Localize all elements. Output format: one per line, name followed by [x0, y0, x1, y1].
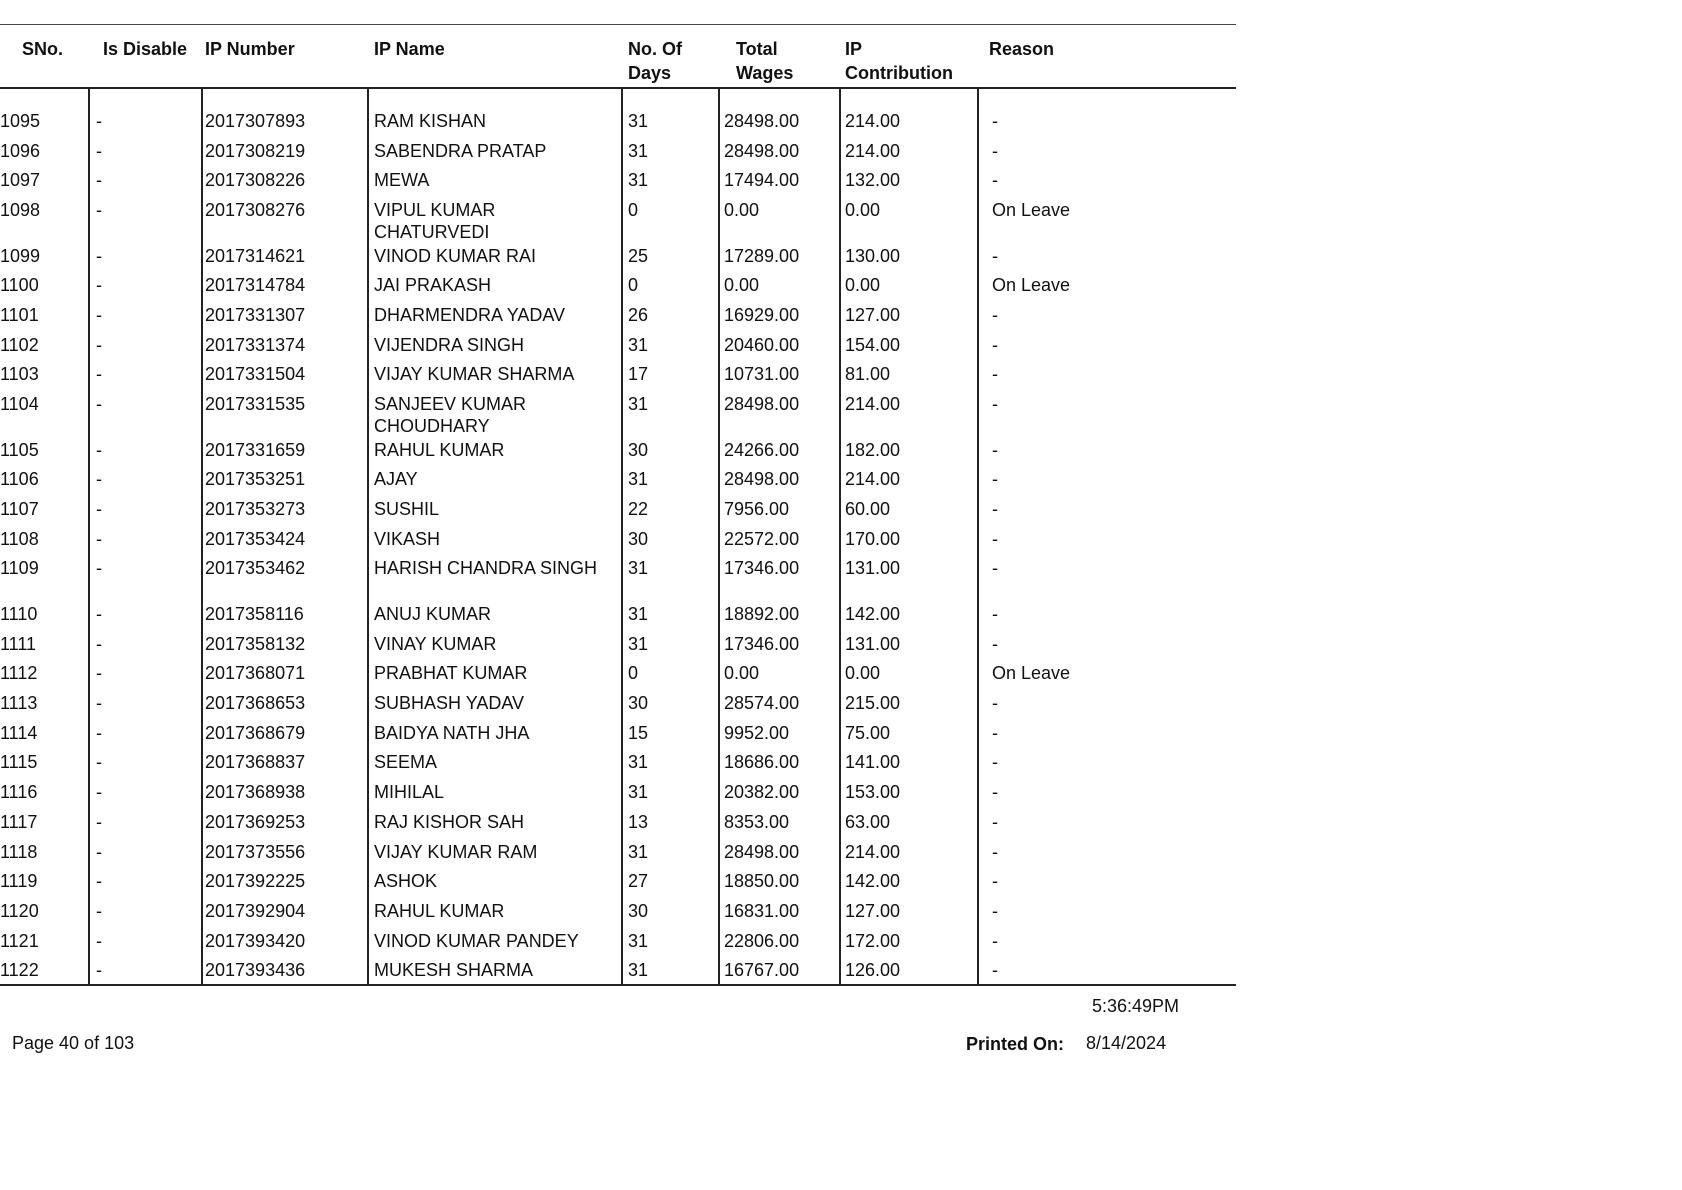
- cell-is-disable: -: [96, 275, 102, 296]
- cell-ip-contribution: 142.00: [845, 603, 901, 624]
- cell-ip-name: VIJAY KUMAR RAM: [374, 841, 538, 862]
- cell-ip-name: RAM KISHAN: [374, 111, 487, 131]
- cell-days: 31: [628, 170, 649, 191]
- col-header-is-disable: Is Disable: [103, 39, 188, 59]
- cell-total-wages: 28498.00: [724, 469, 800, 490]
- cell-is-disable: -: [96, 334, 102, 355]
- cell-reason: -: [992, 811, 998, 832]
- cell-ip-contribution: 142.00: [845, 871, 901, 892]
- cell-sno: 1105: [0, 439, 39, 460]
- cell-reason: -: [992, 558, 998, 579]
- cell-is-disable: -: [96, 305, 102, 325]
- cell-days: 22: [628, 499, 649, 519]
- cell-days: 31: [628, 558, 649, 579]
- cell-ip-number: 2017358116: [205, 603, 304, 624]
- cell-ip-contribution: 132.00: [845, 170, 901, 191]
- cell-is-disable: -: [96, 960, 102, 981]
- cell-days: 13: [628, 811, 649, 832]
- col-header-ip-number: IP Number: [205, 39, 295, 59]
- cell-ip-contribution: 63.00: [845, 811, 891, 832]
- cell-sno: 1120: [0, 900, 39, 921]
- cell-ip-name: PRABHAT KUMAR: [374, 663, 528, 684]
- cell-ip-number: 2017353251: [205, 469, 306, 490]
- cell-days: 15: [628, 722, 649, 743]
- cell-total-wages: 0.00: [724, 275, 760, 296]
- cell-ip-number: 2017308226: [205, 170, 306, 191]
- cell-reason: -: [992, 603, 998, 624]
- cell-total-wages: 0.00: [724, 663, 760, 684]
- cell-reason: -: [992, 752, 998, 773]
- cell-is-disable: -: [96, 364, 102, 385]
- cell-total-wages: 18850.00: [724, 871, 800, 892]
- cell-total-wages: 28498.00: [724, 140, 800, 161]
- cell-ip-number: 2017331307: [205, 305, 306, 325]
- cell-sno: 1096: [0, 140, 41, 161]
- cell-is-disable: -: [96, 439, 102, 460]
- cell-is-disable: -: [96, 528, 102, 549]
- cell-ip-number: 2017392904: [205, 900, 306, 921]
- cell-ip-name: VIJENDRA SINGH: [374, 334, 525, 355]
- cell-reason: -: [992, 394, 998, 415]
- cell-reason: -: [992, 782, 998, 803]
- cell-ip-number: 2017353424: [205, 528, 306, 549]
- cell-total-wages: 16929.00: [724, 305, 800, 325]
- cell-total-wages: 17289.00: [724, 245, 800, 266]
- col-header-wages-line1: Total: [736, 39, 778, 59]
- cell-ip-name: VIKASH: [374, 528, 441, 549]
- cell-total-wages: 10731.00: [724, 364, 800, 385]
- cell-ip-name: MEWA: [374, 170, 430, 191]
- table-body: [0, 89, 1236, 986]
- cell-days: 26: [628, 305, 649, 325]
- cell-sno: 1119: [0, 871, 38, 892]
- cell-ip-contribution: 81.00: [845, 364, 891, 385]
- cell-is-disable: -: [96, 140, 102, 161]
- cell-reason: -: [992, 930, 998, 951]
- cell-days: 30: [628, 528, 649, 549]
- cell-reason: -: [992, 140, 998, 161]
- col-header-reason: Reason: [989, 39, 1055, 59]
- cell-ip-contribution: 214.00: [845, 394, 901, 415]
- cell-total-wages: 28498.00: [724, 841, 800, 862]
- cell-ip-contribution: 214.00: [845, 140, 901, 161]
- cell-ip-contribution: 0.00: [845, 275, 881, 296]
- col-header-wages-line2: Wages: [736, 63, 794, 83]
- cell-ip-contribution: 130.00: [845, 245, 901, 266]
- page-number: Page 40 of 103: [12, 1033, 135, 1053]
- cell-total-wages: 16831.00: [724, 900, 800, 921]
- cell-reason: -: [992, 722, 998, 743]
- cell-ip-number: 2017353273: [205, 499, 306, 519]
- cell-ip-name: SUSHIL: [374, 499, 440, 519]
- cell-days: 31: [628, 960, 649, 981]
- cell-ip-name: VINAY KUMAR: [374, 633, 497, 654]
- cell-sno: 1114: [0, 722, 38, 743]
- cell-reason: On Leave: [992, 200, 1071, 221]
- cell-reason: -: [992, 900, 998, 921]
- cell-ip-name: VINOD KUMAR RAI: [374, 245, 537, 266]
- cell-ip-contribution: 172.00: [845, 930, 901, 951]
- cell-reason: -: [992, 305, 998, 325]
- cell-ip-contribution: 214.00: [845, 841, 901, 862]
- cell-reason: -: [992, 469, 998, 490]
- cell-ip-contribution: 127.00: [845, 900, 901, 921]
- cell-days: 31: [628, 841, 649, 862]
- cell-is-disable: -: [96, 499, 102, 519]
- cell-sno: 1113: [0, 693, 38, 713]
- cell-sno: 1095: [0, 111, 41, 131]
- cell-reason: -: [992, 871, 998, 892]
- column-divider: [839, 89, 841, 984]
- cell-ip-number: 2017393436: [205, 960, 306, 981]
- cell-ip-name: SEEMA: [374, 752, 438, 773]
- col-header-wages: [736, 37, 793, 85]
- cell-sno: 1107: [0, 499, 39, 519]
- col-header-ip-name: IP Name: [374, 39, 445, 59]
- cell-days: 31: [628, 111, 649, 131]
- cell-days: 30: [628, 693, 649, 713]
- cell-days: 31: [628, 782, 649, 803]
- cell-ip-name: BAIDYA NATH JHA: [374, 722, 530, 743]
- cell-ip-number: 2017307893: [205, 111, 306, 131]
- cell-ip-number: 2017314784: [205, 275, 306, 296]
- cell-ip-contribution: 126.00: [845, 960, 901, 981]
- cell-ip-number: 2017331504: [205, 364, 306, 385]
- col-header-contribution-line2: Contribution: [845, 63, 953, 83]
- cell-sno: 1116: [0, 782, 38, 803]
- cell-ip-name: MIHILAL: [374, 782, 445, 803]
- cell-days: 31: [628, 469, 649, 490]
- cell-total-wages: 20382.00: [724, 782, 800, 803]
- cell-reason: -: [992, 334, 998, 355]
- column-divider: [718, 89, 720, 984]
- cell-total-wages: 18686.00: [724, 752, 800, 773]
- cell-ip-contribution: 141.00: [845, 752, 901, 773]
- cell-sno: 1112: [0, 663, 38, 684]
- cell-reason: -: [992, 499, 998, 519]
- cell-sno: 1110: [0, 603, 38, 624]
- cell-sno: 1109: [0, 558, 39, 579]
- cell-ip-contribution: 182.00: [845, 439, 901, 460]
- cell-sno: 1097: [0, 170, 41, 191]
- cell-total-wages: 22572.00: [724, 528, 800, 549]
- cell-is-disable: -: [96, 170, 102, 191]
- cell-reason: -: [992, 693, 998, 713]
- cell-sno: 1108: [0, 528, 39, 549]
- cell-reason: -: [992, 111, 998, 131]
- cell-sno: 1106: [0, 469, 39, 490]
- cell-ip-contribution: 75.00: [845, 722, 891, 743]
- cell-is-disable: -: [96, 633, 102, 654]
- cell-ip-number: 2017369253: [205, 811, 306, 832]
- cell-ip-name: VINOD KUMAR PANDEY: [374, 930, 579, 951]
- cell-sno: 1104: [0, 394, 39, 415]
- cell-ip-name: SABENDRA PRATAP: [374, 140, 547, 161]
- contribution-table: [0, 24, 1236, 986]
- cell-total-wages: 22806.00: [724, 930, 800, 951]
- cell-days: 31: [628, 334, 649, 355]
- cell-is-disable: -: [96, 245, 102, 266]
- cell-total-wages: 17346.00: [724, 558, 800, 579]
- cell-ip-contribution: 215.00: [845, 693, 901, 713]
- cell-days: 30: [628, 439, 649, 460]
- cell-days: 31: [628, 752, 649, 773]
- cell-is-disable: -: [96, 900, 102, 921]
- cell-is-disable: -: [96, 930, 102, 951]
- cell-is-disable: -: [96, 871, 102, 892]
- cell-ip-contribution: 0.00: [845, 663, 881, 684]
- cell-ip-number: 2017392225: [205, 871, 306, 892]
- cell-ip-name: MUKESH SHARMA: [374, 960, 534, 981]
- cell-sno: 1118: [0, 841, 38, 862]
- cell-ip-name: RAJ KISHOR SAH: [374, 811, 525, 832]
- cell-days: 0: [628, 200, 639, 221]
- col-header-days: [628, 37, 682, 85]
- cell-reason: On Leave: [992, 275, 1071, 296]
- cell-sno: 1098: [0, 200, 41, 221]
- cell-ip-number: 2017308276: [205, 200, 306, 221]
- cell-sno: 1099: [0, 245, 41, 266]
- cell-reason: -: [992, 439, 998, 460]
- cell-ip-number: 2017393420: [205, 930, 306, 951]
- cell-days: 25: [628, 245, 649, 266]
- cell-is-disable: -: [96, 752, 102, 773]
- col-header-days-line2: Days: [628, 63, 672, 83]
- cell-is-disable: -: [96, 811, 102, 832]
- cell-reason: On Leave: [992, 663, 1071, 684]
- column-divider: [977, 89, 979, 984]
- cell-ip-number: 2017368837: [205, 752, 306, 773]
- cell-is-disable: -: [96, 782, 102, 803]
- cell-sno: 1100: [0, 275, 39, 296]
- cell-sno: 1111: [0, 633, 37, 654]
- cell-is-disable: -: [96, 663, 102, 684]
- cell-ip-name: RAHUL KUMAR: [374, 439, 505, 460]
- cell-ip-number: 2017368071: [205, 663, 306, 684]
- cell-reason: -: [992, 245, 998, 266]
- col-header-contribution-line1: IP: [845, 39, 863, 59]
- cell-total-wages: 8353.00: [724, 811, 790, 832]
- cell-sno: 1117: [0, 811, 38, 832]
- cell-total-wages: 20460.00: [724, 334, 800, 355]
- cell-total-wages: 17494.00: [724, 170, 800, 191]
- cell-ip-contribution: 127.00: [845, 305, 901, 325]
- cell-ip-name: JAI PRAKASH: [374, 275, 492, 296]
- cell-ip-number: 2017358132: [205, 633, 306, 654]
- cell-ip-name: VIJAY KUMAR SHARMA: [374, 364, 575, 385]
- cell-is-disable: -: [96, 693, 102, 713]
- cell-reason: -: [992, 960, 998, 981]
- cell-ip-number: 2017314621: [205, 245, 306, 266]
- cell-ip-name: AJAY: [374, 469, 418, 490]
- cell-reason: -: [992, 364, 998, 385]
- cell-days: 0: [628, 275, 639, 296]
- cell-ip-contribution: 170.00: [845, 528, 901, 549]
- cell-is-disable: -: [96, 603, 102, 624]
- cell-days: 31: [628, 140, 649, 161]
- cell-is-disable: -: [96, 111, 102, 131]
- cell-reason: -: [992, 633, 998, 654]
- cell-ip-contribution: 214.00: [845, 469, 901, 490]
- cell-ip-name: SANJEEV KUMAR CHOUDHARY: [374, 394, 527, 437]
- printed-on-date: 8/14/2024: [1086, 1033, 1167, 1053]
- cell-ip-number: 2017373556: [205, 841, 306, 862]
- cell-ip-number: 2017331659: [205, 439, 306, 460]
- cell-ip-contribution: 131.00: [845, 558, 901, 579]
- print-time: 5:36:49PM: [1092, 996, 1180, 1016]
- column-divider: [367, 89, 369, 984]
- cell-reason: -: [992, 841, 998, 862]
- cell-is-disable: -: [96, 394, 102, 415]
- cell-ip-name: VIPUL KUMAR CHATURVEDI: [374, 200, 496, 243]
- cell-total-wages: 18892.00: [724, 603, 800, 624]
- cell-sno: 1101: [0, 305, 39, 325]
- cell-total-wages: 24266.00: [724, 439, 800, 460]
- table-header: [0, 24, 1236, 89]
- cell-ip-name: ASHOK: [374, 871, 438, 892]
- cell-ip-name: HARISH CHANDRA SINGH: [374, 558, 598, 579]
- cell-sno: 1121: [0, 930, 39, 951]
- column-divider: [88, 89, 90, 984]
- printed-on-label: Printed On:: [966, 1034, 1064, 1054]
- cell-ip-contribution: 60.00: [845, 499, 891, 519]
- cell-ip-contribution: 131.00: [845, 633, 901, 654]
- cell-total-wages: 9952.00: [724, 722, 790, 743]
- cell-ip-name: SUBHASH YADAV: [374, 693, 525, 713]
- cell-ip-name: RAHUL KUMAR: [374, 900, 505, 921]
- cell-ip-number: 2017368938: [205, 782, 306, 803]
- cell-total-wages: 28498.00: [724, 111, 800, 131]
- cell-days: 0: [628, 663, 639, 684]
- column-divider: [201, 89, 203, 984]
- cell-ip-number: 2017308219: [205, 140, 306, 161]
- cell-is-disable: -: [96, 558, 102, 579]
- cell-ip-contribution: 154.00: [845, 334, 901, 355]
- cell-ip-number: 2017368653: [205, 693, 306, 713]
- cell-total-wages: 0.00: [724, 200, 760, 221]
- cell-days: 31: [628, 633, 649, 654]
- cell-sno: 1102: [0, 334, 39, 355]
- col-header-sno: SNo.: [22, 39, 64, 59]
- column-divider: [621, 89, 623, 984]
- cell-ip-name: ANUJ KUMAR: [374, 603, 492, 624]
- col-header-contribution: [845, 37, 953, 85]
- cell-ip-name: DHARMENDRA YADAV: [374, 305, 566, 325]
- cell-ip-number: 2017331535: [205, 394, 306, 415]
- cell-sno: 1103: [0, 364, 39, 385]
- cell-total-wages: 16767.00: [724, 960, 800, 981]
- cell-is-disable: -: [96, 722, 102, 743]
- cell-ip-number: 2017368679: [205, 722, 306, 743]
- cell-days: 31: [628, 930, 649, 951]
- cell-sno: 1115: [0, 752, 38, 773]
- cell-total-wages: 7956.00: [724, 499, 790, 519]
- cell-is-disable: -: [96, 841, 102, 862]
- cell-days: 31: [628, 394, 649, 415]
- cell-ip-contribution: 153.00: [845, 782, 901, 803]
- col-header-days-line1: No. Of: [628, 39, 682, 59]
- cell-ip-contribution: 0.00: [845, 200, 881, 221]
- cell-days: 31: [628, 603, 649, 624]
- cell-ip-number: 2017353462: [205, 558, 306, 579]
- cell-ip-contribution: 214.00: [845, 111, 901, 131]
- cell-total-wages: 28498.00: [724, 394, 800, 415]
- cell-days: 30: [628, 900, 649, 921]
- cell-days: 27: [628, 871, 649, 892]
- cell-total-wages: 17346.00: [724, 633, 800, 654]
- cell-reason: -: [992, 528, 998, 549]
- cell-ip-number: 2017331374: [205, 334, 306, 355]
- cell-total-wages: 28574.00: [724, 693, 800, 713]
- cell-reason: -: [992, 170, 998, 191]
- cell-days: 17: [628, 364, 649, 385]
- cell-sno: 1122: [0, 960, 39, 981]
- cell-is-disable: -: [96, 469, 102, 490]
- cell-is-disable: -: [96, 200, 102, 221]
